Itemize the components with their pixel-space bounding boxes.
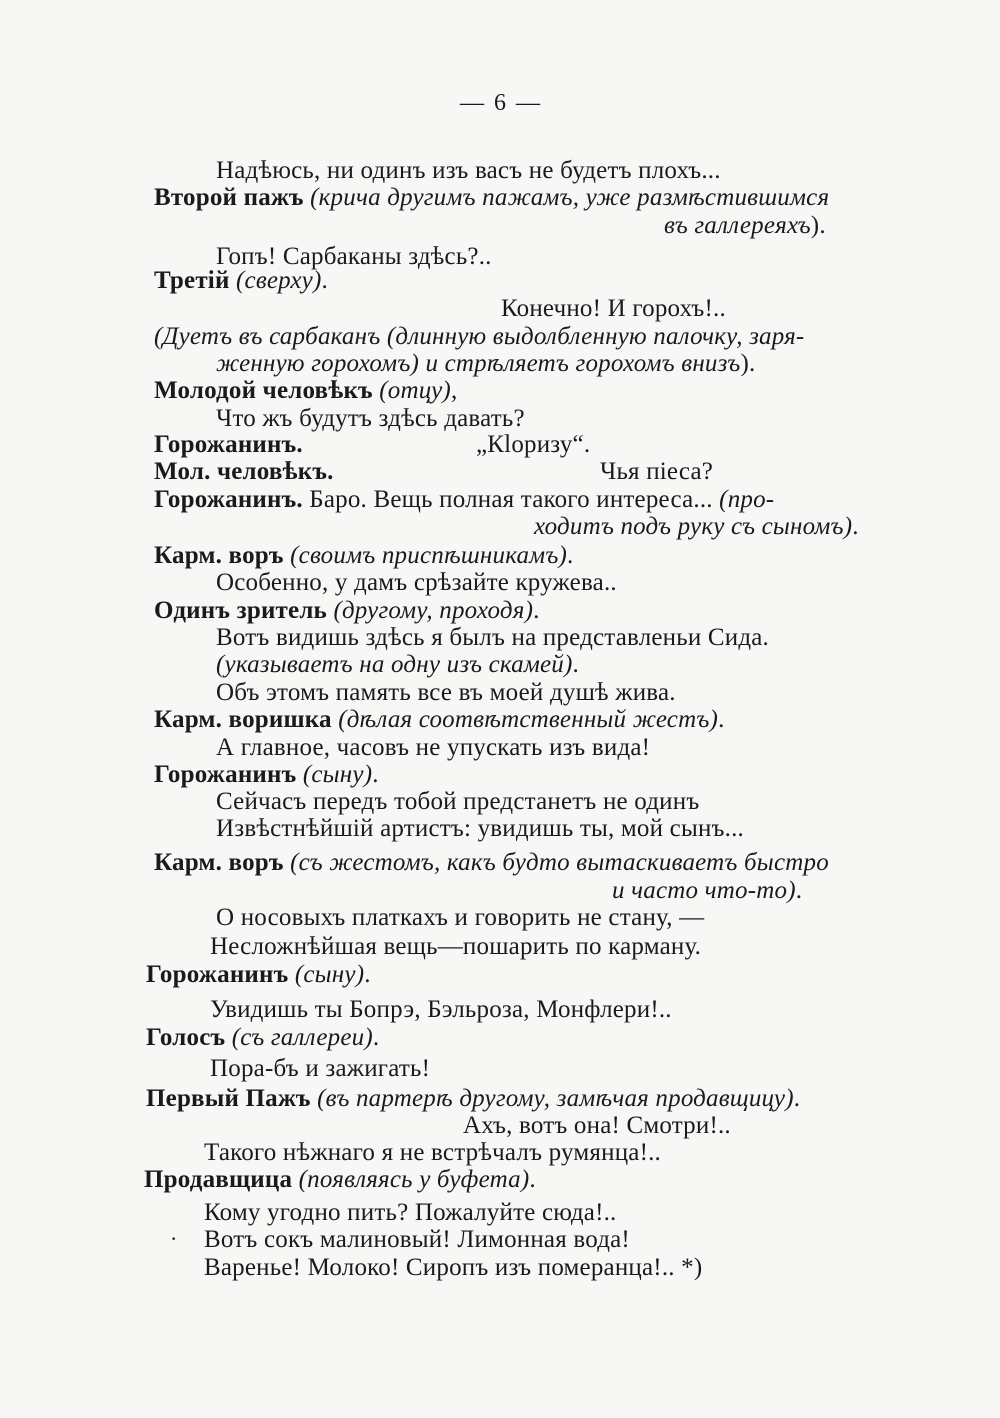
speaker-line bbox=[154, 183, 829, 213]
speaker-name: Карм. воръ bbox=[154, 849, 284, 876]
verse-line: Гопъ! Сарбаканы здѣсь?.. bbox=[216, 243, 492, 270]
speaker-line bbox=[154, 848, 829, 878]
speaker-line: Горожанинъ. Баро. Вещь полная такого интереса... (про- bbox=[154, 486, 775, 513]
speaker-line: Третій (сверху). bbox=[154, 267, 328, 294]
verse-line: О носовыхъ платкахъ и говорить не стану, — bbox=[216, 904, 705, 931]
stage-direction: (съ галлереи) bbox=[231, 1024, 373, 1051]
verse-line: Ахъ, вотъ она! Смотри!.. bbox=[463, 1112, 731, 1139]
speaker-line: Горожанинъ (сыну). bbox=[154, 761, 379, 788]
speaker-line: Первый Пажъ (въ партерѣ другому, замѣчая продавщицу). bbox=[146, 1085, 801, 1112]
stage-direction: женную горохомъ) и стрѣляетъ горохомъ внизъ bbox=[216, 350, 741, 377]
stage-direction: (Дуетъ въ сарбаканъ (длинную выдолбленную палочку, заря- bbox=[154, 323, 805, 350]
stage-direction: (сыну) bbox=[302, 761, 373, 788]
stage-direction-line: въ галлереяхъ). bbox=[664, 212, 826, 239]
verse-line: Особенно, у дамъ срѣзайте кружева.. bbox=[216, 569, 617, 596]
speaker-line: Продавщица (появляясь у буфета). bbox=[144, 1166, 536, 1193]
speaker-name: Горожанинъ. bbox=[154, 486, 303, 513]
stage-direction-line bbox=[154, 322, 804, 352]
stage-direction: (другому, проходя) bbox=[333, 597, 534, 624]
verse-line: А главное, часовъ не упускать изъ вида! bbox=[216, 734, 651, 761]
speaker-line: Молодой человѣкъ (отцу), bbox=[154, 377, 458, 404]
speaker-name: Одинъ зритель bbox=[154, 597, 327, 624]
speaker-name: Продавщица bbox=[144, 1166, 293, 1193]
verse-line: Кому угодно пить? Пожалуйте сюда!.. bbox=[204, 1199, 617, 1226]
stage-direction: и часто что-то) bbox=[612, 877, 796, 904]
stage-direction: (своимъ приспѣшникамъ) bbox=[290, 542, 568, 569]
speaker-name: Голосъ bbox=[146, 1024, 226, 1051]
stage-direction: въ галлереяхъ bbox=[664, 212, 811, 239]
speaker-line: Одинъ зритель (другому, проходя). bbox=[154, 597, 540, 624]
speaker-name: Мол. человѣкъ. bbox=[154, 458, 334, 485]
verse-line: Варенье! Молоко! Сиропъ изъ померанца!.. *) bbox=[204, 1254, 703, 1281]
speaker-name: Второй пажъ bbox=[154, 184, 304, 211]
stage-direction: (въ партерѣ другому, замѣчая продавщицу) bbox=[317, 1085, 794, 1112]
stage-direction: (про- bbox=[719, 486, 775, 513]
speaker-line: Карм. воръ (своимъ приспѣшникамъ). bbox=[154, 542, 574, 569]
stage-direction: (крича другимъ пажамъ, уже размѣстившимся bbox=[310, 184, 830, 211]
verse-line: Пора-бъ и зажигать! bbox=[210, 1055, 431, 1082]
stage-direction: (сыну) bbox=[294, 961, 365, 988]
verse-line: Вотъ сокъ малиновый! Лимонная вода! bbox=[204, 1226, 630, 1253]
verse-line: Извѣстнѣйшій артистъ: увидишь ты, мой сынъ... bbox=[216, 815, 745, 842]
verse-line: Надѣюсь, ни одинъ изъ васъ не будетъ плохъ... bbox=[216, 157, 721, 184]
page-number: — 6 — bbox=[460, 90, 542, 116]
speaker-name: Карм. воръ bbox=[154, 542, 284, 569]
speaker-line: Карм. воришка (дѣлая соотвѣтственный жестъ). bbox=[154, 706, 725, 733]
stage-direction: (указываетъ на одну изъ скамей) bbox=[216, 651, 573, 678]
speaker-name: Карм. воришка bbox=[154, 706, 332, 733]
speaker-line bbox=[154, 457, 334, 487]
verse-line: Объ этомъ память все въ моей душѣ жива. bbox=[216, 679, 676, 706]
speaker-name: Первый Пажъ bbox=[146, 1085, 311, 1112]
verse-line: Чья піеса? bbox=[600, 458, 714, 485]
verse-line: Сейчасъ передъ тобой предстанетъ не одинъ bbox=[216, 788, 700, 815]
speaker-name: Молодой человѣкъ bbox=[154, 377, 373, 404]
stage-direction: (сверху) bbox=[236, 267, 322, 294]
verse-line: Несложнѣйшая вещь—пошарить по карману. bbox=[210, 933, 702, 960]
stage-direction: (съ жестомъ, какъ будто вытаскиваетъ быстро bbox=[290, 849, 829, 876]
verse-line: Конечно! И горохъ!.. bbox=[501, 295, 726, 322]
speaker-name: Горожанинъ bbox=[146, 961, 289, 988]
stage-direction-line: ходитъ подъ руку съ сыномъ). bbox=[534, 513, 859, 540]
speaker-name: Горожанинъ bbox=[154, 761, 297, 788]
stage-direction-line: женную горохомъ) и стрѣляетъ горохомъ внизъ). bbox=[216, 350, 756, 377]
speaker-line: Голосъ (съ галлереи). bbox=[146, 1024, 380, 1051]
speaker-line bbox=[154, 430, 303, 460]
verse-line: Что жъ будутъ здѣсь давать? bbox=[216, 405, 525, 432]
stage-direction: (дѣлая соотвѣтственный жестъ) bbox=[338, 706, 719, 733]
speaker-line: Горожанинъ (сыну). bbox=[146, 961, 371, 988]
verse-line: „Кloризу“. bbox=[476, 431, 591, 458]
stage-direction: (появляясь у буфета) bbox=[298, 1166, 530, 1193]
stage-direction-line: (указываетъ на одну изъ скамей). bbox=[216, 651, 579, 678]
verse-line: Такого нѣжнаго я не встрѣчалъ румянца!.. bbox=[204, 1139, 661, 1166]
stage-direction-line: и часто что-то). bbox=[612, 877, 803, 904]
stage-direction: (отцу) bbox=[379, 377, 451, 404]
speaker-name: Горожанинъ. bbox=[154, 431, 303, 458]
speaker-name: Третій bbox=[154, 267, 230, 294]
stage-direction: ходитъ подъ руку съ сыномъ) bbox=[534, 513, 853, 540]
stray-mark: · bbox=[170, 1226, 178, 1251]
verse-line: Увидишь ты Бопрэ, Бэльроза, Монфлери!.. bbox=[210, 996, 672, 1023]
verse-line: Вотъ видишь здѣсь я былъ на представленьи Сида. bbox=[216, 624, 770, 651]
